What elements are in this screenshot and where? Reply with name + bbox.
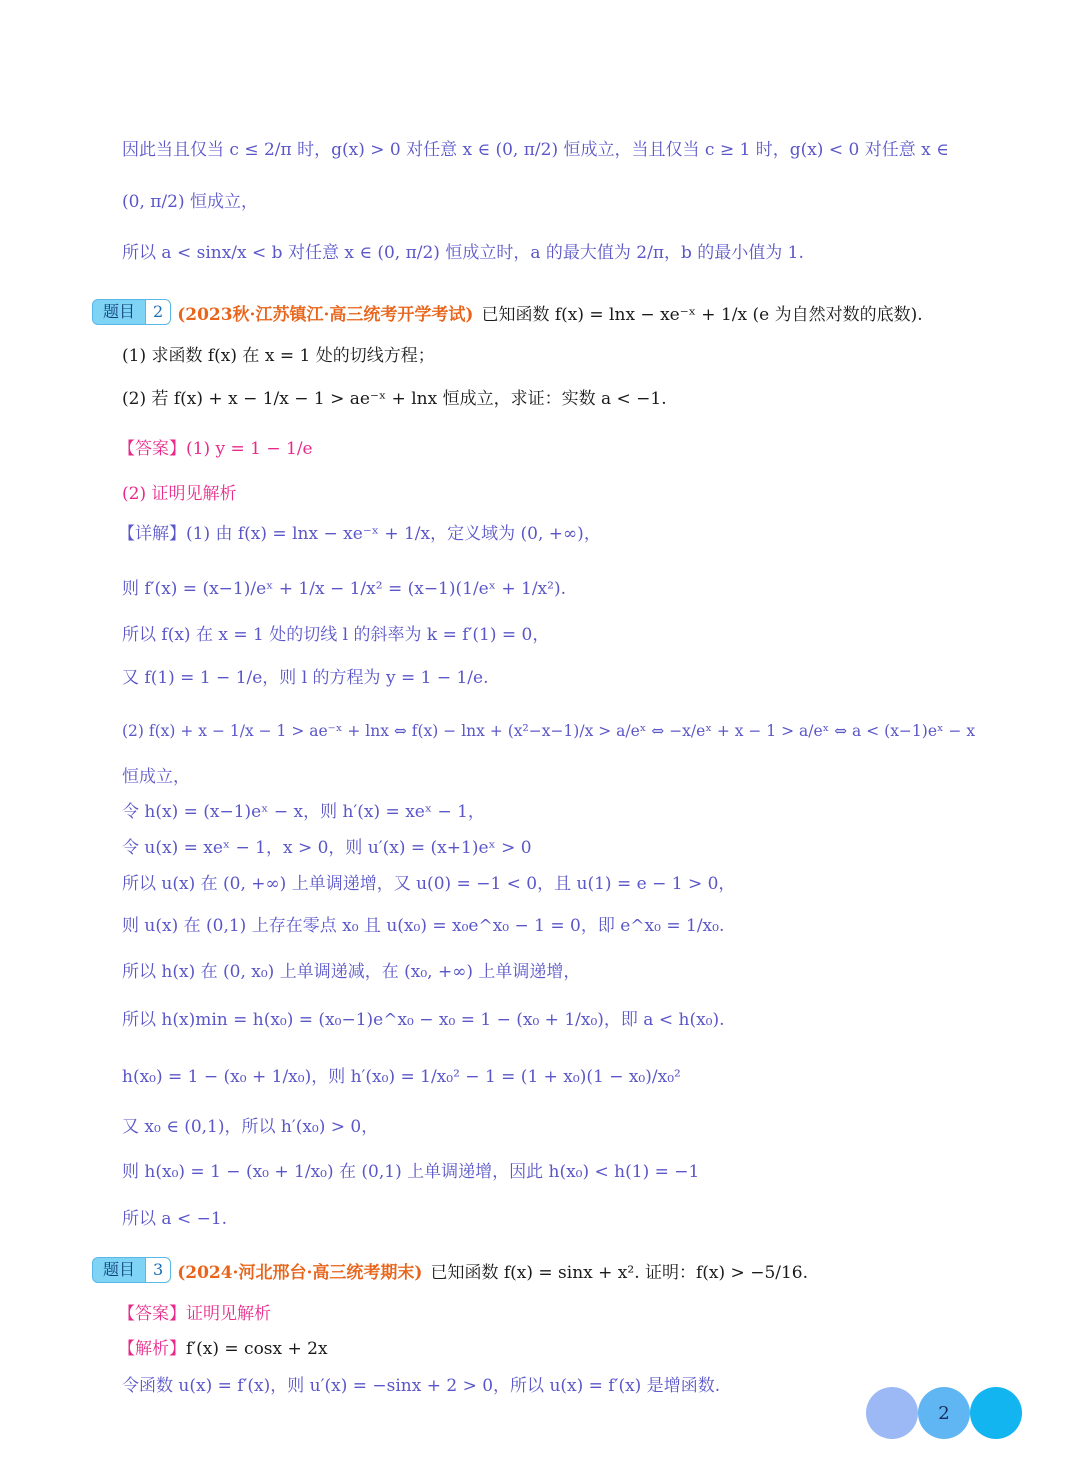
solution-line: (0, π/2) 恒成立， <box>122 192 259 212</box>
detail-line: 恒成立， <box>122 767 190 787</box>
detail-line: 令 u(x) = xeˣ − 1，x > 0，则 u′(x) = (x+1)eˣ > 0 <box>122 838 532 858</box>
answer-label: 【答案】 <box>118 439 186 459</box>
answer-part-2: (2) 证明见解析 <box>122 484 237 504</box>
detail-line: 所以 f(x) 在 x = 1 处的切线 l 的斜率为 k = f′(1) = 0， <box>122 625 550 645</box>
problem-tag-label: 题目 <box>92 299 146 325</box>
question-2: (2) 若 f(x) + x − 1/x − 1 > ae⁻ˣ + lnx 恒成立，求证：实数 a < −1. <box>122 389 667 409</box>
detail-line: 所以 a < −1. <box>122 1209 228 1229</box>
analysis-line: 令函数 u(x) = f′(x)，则 u′(x) = −sinx + 2 > 0，所以 u(x) = f′(x) 是增函数. <box>122 1376 721 1396</box>
solution-line: 所以 a < sinx/x < b 对任意 x ∈ (0, π/2) 恒成立时，a 的最大值为 2/π，b 的最小值为 1. <box>122 243 804 263</box>
page-number: 2 <box>938 1402 950 1424</box>
problem-2-header <box>92 299 923 325</box>
detail-row <box>118 522 1020 546</box>
problem-statement: 已知函数 f(x) = lnx − xe⁻ˣ + 1/x (e 为自然对数的底数). <box>481 304 923 325</box>
problem-tag-number: 2 <box>146 299 171 325</box>
page-number-badge <box>918 1387 970 1439</box>
analysis-text: f′(x) = cosx + 2x <box>186 1339 328 1359</box>
solution-line: 因此当且仅当 c ≤ 2/π 时，g(x) > 0 对任意 x ∈ (0, π/2) 恒成立，当且仅当 c ≥ 1 时，g(x) < 0 对任意 x ∈ <box>122 140 949 160</box>
detail-label: 【详解】 <box>118 524 186 544</box>
answer-label: 【答案】 <box>118 1304 186 1324</box>
detail-line: h(x₀) = 1 − (x₀ + 1/x₀)，则 h′(x₀) = 1/x₀² − 1 = (1 + x₀)(1 − x₀)/x₀² <box>122 1067 681 1087</box>
detail-line: 所以 u(x) 在 (0, +∞) 上单调递增，又 u(0) = −1 < 0，且 u(1) = e − 1 > 0， <box>122 874 736 894</box>
analysis-label: 【解析】 <box>118 1339 186 1359</box>
detail-line: 所以 h(x) 在 (0, x₀) 上单调递减，在 (x₀, +∞) 上单调递增， <box>122 962 581 982</box>
question-1: (1) 求函数 f(x) 在 x = 1 处的切线方程； <box>122 346 435 366</box>
answer-text: 证明见解析 <box>186 1304 271 1324</box>
detail-line: (1) 由 f(x) = lnx − xe⁻ˣ + 1/x，定义域为 (0, +∞)， <box>186 524 601 544</box>
problem-3-header <box>92 1257 808 1283</box>
problem-tag-number: 3 <box>146 1257 171 1283</box>
answer-part-1: (1) y = 1 − 1/e <box>186 439 313 459</box>
answer-row <box>118 1302 1020 1326</box>
decor-circle-left <box>866 1387 918 1439</box>
analysis-row <box>118 1337 1020 1361</box>
detail-line: 令 h(x) = (x−1)eˣ − x，则 h′(x) = xeˣ − 1， <box>122 802 485 822</box>
problem-source: (2023秋·江苏镇江·高三统考开学考试) <box>177 304 474 325</box>
detail-line: 则 u(x) 在 (0,1) 上存在零点 x₀ 且 u(x₀) = x₀e^x₀ − 1 = 0，即 e^x₀ = 1/x₀. <box>122 916 725 936</box>
detail-line: 又 f(1) = 1 − 1/e，则 l 的方程为 y = 1 − 1/e. <box>122 668 489 688</box>
problem-statement: 已知函数 f(x) = sinx + x². 证明：f(x) > −5/16. <box>430 1262 809 1283</box>
decor-circle-right <box>970 1387 1022 1439</box>
detail-line: 所以 h(x)min = h(x₀) = (x₀−1)e^x₀ − x₀ = 1 − (x₀ + 1/x₀)，即 a < h(x₀). <box>122 1010 725 1030</box>
detail-line: 则 h(x₀) = 1 − (x₀ + 1/x₀) 在 (0,1) 上单调递增，因此 h(x₀) < h(1) = −1 <box>122 1162 700 1182</box>
detail-line: 则 f′(x) = (x−1)/eˣ + 1/x − 1/x² = (x−1)(1/eˣ + 1/x²). <box>122 579 566 599</box>
detail-line: 又 x₀ ∈ (0,1)，所以 h′(x₀) > 0， <box>122 1117 379 1137</box>
problem-source: (2024·河北邢台·高三统考期末) <box>177 1262 423 1283</box>
answer-row <box>118 437 1020 461</box>
detail-line: (2) f(x) + x − 1/x − 1 > ae⁻ˣ + lnx ⇔ f(x) − lnx + (x²−x−1)/x > a/eˣ ⇔ −x/eˣ + x − 1 > a/eˣ ⇔ a < (x−1)eˣ − x <box>122 722 976 740</box>
problem-tag-label: 题目 <box>92 1257 146 1283</box>
